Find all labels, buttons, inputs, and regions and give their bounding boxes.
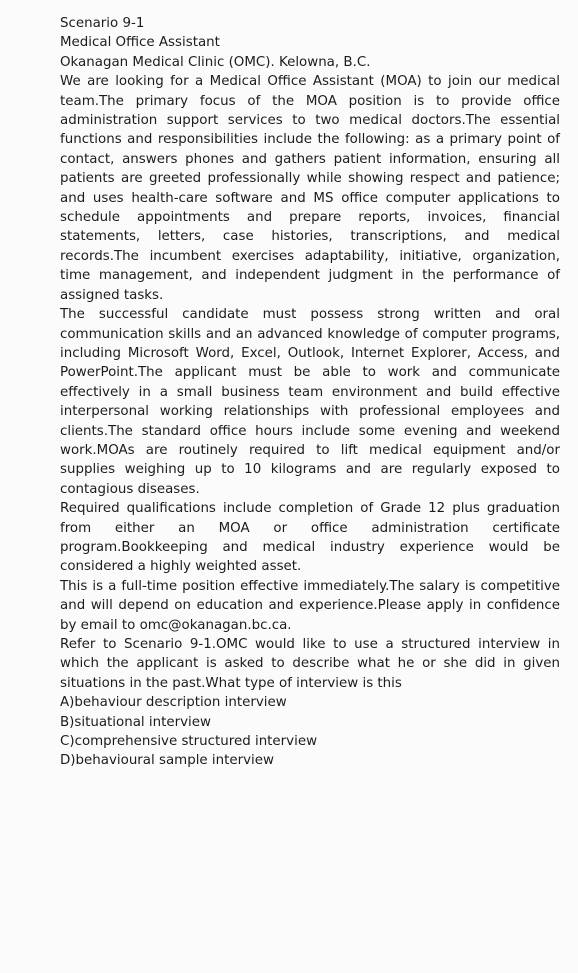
job-description-paragraph: We are looking for a Medical Office Assistant (MOA) to join our medical team.The primary focus of the MOA position is to provide office administration support services to two medical doctors.The essential functions and responsibilities include the following: as a primary point of contact, answers phones and gathers patient information, ensuring all patients are greeted professionally while showing respect and patience; and uses health-care software and MS office computer applications to schedule appointments and prepare reports, invoices, financial statements, letters, case histories, transcriptions, and medical records.The incumbent exercises adaptability, initiative, organization, time management, and independent judgment in the performance of assigned tasks. <box>60 74 560 303</box>
scenario-label: Scenario 9-1 <box>60 16 145 31</box>
option-d <box>60 751 560 770</box>
option-c-text: comprehensive structured interview <box>74 734 318 750</box>
option-a-text: behaviour description interview <box>74 695 287 711</box>
position-details-paragraph: This is a full-time position effective immediately.The salary is competitive and will depend on education and experience.Please apply in confidence by email to omc@okanagan.bc.ca. <box>60 578 560 633</box>
option-a-letter: A) <box>60 695 75 711</box>
question-text: Refer to Scenario 9-1.OMC would like to use a structured interview in which the applicant is asked to describe what he or she did in given situations in the past.What type of interview is this <box>60 637 560 691</box>
option-b <box>60 713 560 732</box>
option-d-letter: D) <box>60 753 76 769</box>
option-d-text: behavioural sample interview <box>75 753 274 769</box>
clinic-location: Okanagan Medical Clinic (OMC). Kelowna, B.C. <box>60 54 371 70</box>
option-c <box>60 732 560 751</box>
option-a <box>60 693 560 712</box>
job-title: Medical Office Assistant <box>60 35 220 51</box>
qualifications-paragraph: Required qualifications include completion of Grade 12 plus graduation from either an MOA or office administration certificate program.Bookkeeping and medical industry experience would be considered a highly weighted asset. <box>60 501 560 575</box>
document-content <box>60 14 560 771</box>
candidate-requirements-paragraph: The successful candidate must possess strong written and oral communication skills and an advanced knowledge of computer programs, including Microsoft Word, Excel, Outlook, Internet Explorer, Access, and PowerPoint.The applicant must be able to work and communicate effectively in a small business team environment and build effective interpersonal working relationships with professional employees and clients.The standard office hours include some evening and weekend work.MOAs are routinely required to lift medical equipment and/or supplies weighing up to 10 kilograms and are regularly exposed to contagious diseases. <box>60 307 560 497</box>
option-c-letter: C) <box>60 734 75 750</box>
option-b-letter: B) <box>60 714 75 730</box>
answer-options <box>60 693 560 771</box>
option-b-text: situational interview <box>74 714 211 730</box>
